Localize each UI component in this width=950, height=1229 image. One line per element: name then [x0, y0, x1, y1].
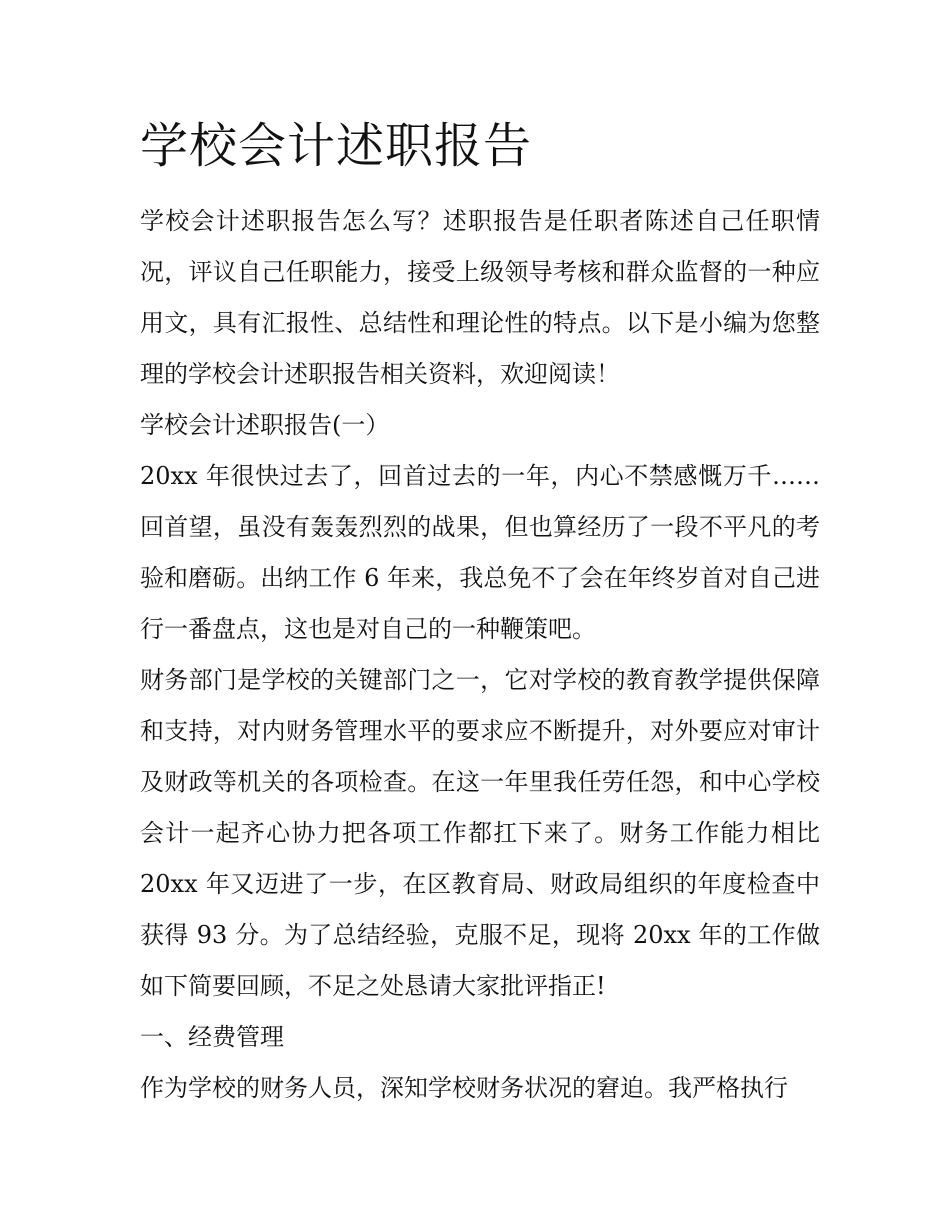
document-title: 学校会计述职报告 [140, 118, 533, 174]
section-heading-funding-management: 一、经费管理 [140, 1023, 284, 1051]
body-paragraph: 20xx 年很快过去了，回首过去的一年，内心不禁感慨万千……回首望，虽没有轰轰烈烈的战果，但也算经历了一段不平凡的考验和磨砺。出纳工作 6 年来，我总免不了会在年终岁首对自己进行一番盘点，这也是对自己的一种鞭策吧。 [140, 462, 820, 643]
body-paragraph: 财务部门是学校的关键部门之一，它对学校的教育教学提供保障和支持，对内财务管理水平的要求应不断提升，对外要应对审计及财政等机关的各项检查。在这一年里我任劳任怨，和中心学校会计一起齐心协力把各项工作都扛下来了。财务工作能力相比 20xx 年又迈进了一步，在区教育局、财政局组织的年度检查中获得 93 分。为了总结经验，克服不足，现将 20xx 年的工作做如下简要回顾，不足之处恳请大家批评指正! [140, 666, 820, 1000]
intro-paragraph: 学校会计述职报告怎么写？述职报告是任职者陈述自己任职情况，评议自己任职能力，接受上级领导考核和群众监督的一种应用文，具有汇报性、总结性和理论性的特点。以下是小编为您整理的学校会计述职报告相关资料，欢迎阅读！ [140, 207, 820, 388]
document-body [140, 196, 820, 1114]
section-heading-report-one: 学校会计述职报告(一） [140, 411, 390, 439]
body-paragraph: 作为学校的财务人员，深知学校财务状况的窘迫。我严格执行 [140, 1074, 788, 1102]
